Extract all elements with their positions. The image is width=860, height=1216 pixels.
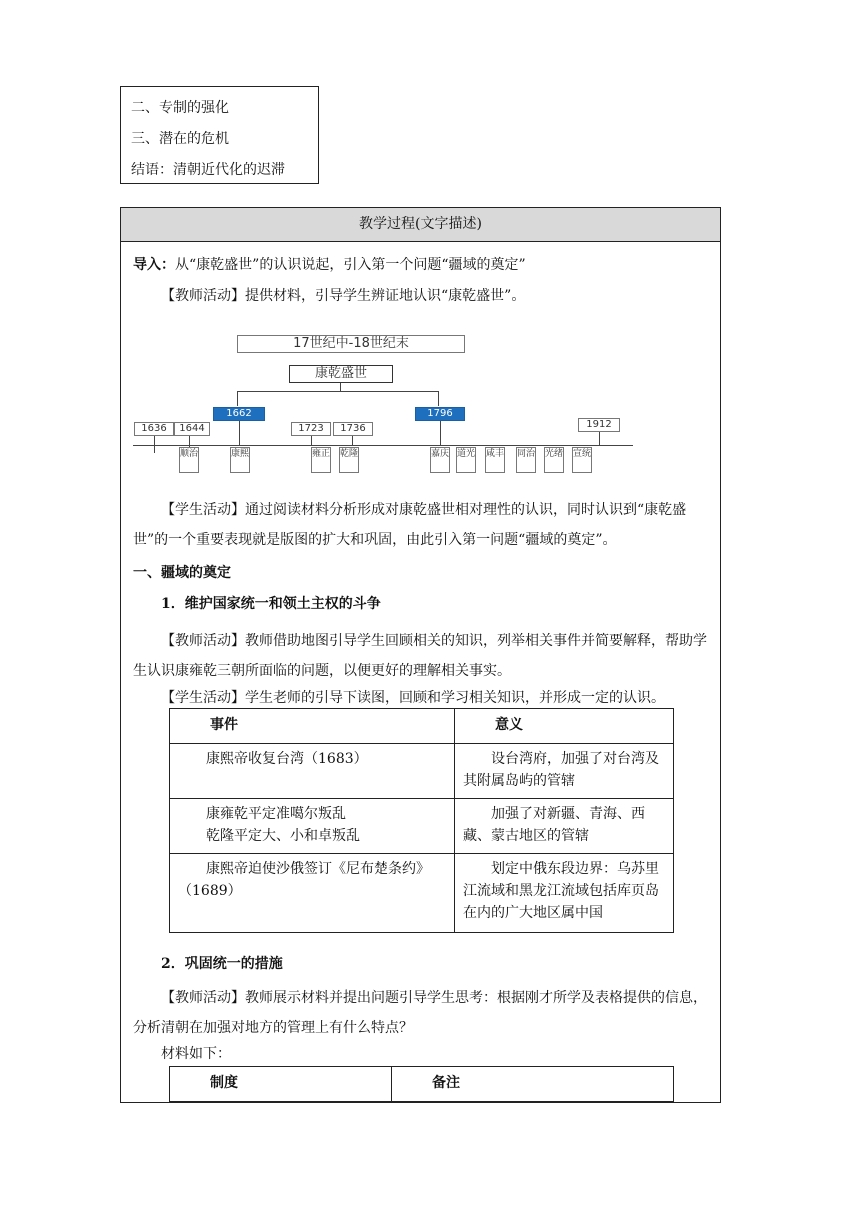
table-row <box>170 799 674 854</box>
emperor-yongzheng: 雍正 <box>311 447 331 473</box>
year-1736: 1736 <box>333 422 373 436</box>
timeline-title: 17世纪中-18世纪末 <box>237 335 465 353</box>
year-1912: 1912 <box>578 418 620 432</box>
outline-box <box>120 86 319 184</box>
year-1796: 1796 <box>415 407 465 421</box>
emperor-kangxi: 康熙 <box>230 447 250 473</box>
table-row <box>170 744 674 799</box>
sub1-title: 1．维护国家统一和领土主权的斗争 <box>161 596 381 612</box>
year-1662: 1662 <box>213 407 265 421</box>
table-header: 制度 <box>170 1067 392 1102</box>
teacher-activity-2: 【教师活动】教师借助地图引导学生回顾相关的知识，列举相关事件并简要解释，帮助学生认识康雍乾三朝所面临的问题，以便更好的理解相关事实。 <box>133 633 707 679</box>
section1-title: 一、疆域的奠定 <box>133 565 231 581</box>
bracket-stem <box>340 383 341 391</box>
emperor-qianlong: 乾隆 <box>339 447 359 473</box>
sub2-title: 2．巩固统一的措施 <box>161 956 283 972</box>
material-label: 材料如下： <box>161 1046 231 1062</box>
events-table <box>169 708 674 933</box>
event-cell: 康雍乾平定准噶尔叛乱 乾隆平定大、小和卓叛乱 <box>170 799 455 854</box>
system-table <box>169 1066 674 1102</box>
intro-paragraph <box>133 254 713 276</box>
connector <box>599 432 600 445</box>
student-activity-2: 【学生活动】学生老师的引导下读图，回顾和学习相关知识，并形成一定的认识。 <box>161 690 665 706</box>
meaning-cell: 设台湾府，加强了对台湾及其附属岛屿的管辖 <box>455 744 674 799</box>
emperor-jiaqing: 嘉庆 <box>430 447 450 473</box>
meaning-cell: 加强了对新疆、青海、西藏、蒙古地区的管辖 <box>455 799 674 854</box>
timeline-axis <box>133 445 633 446</box>
year-1644: 1644 <box>174 422 210 436</box>
table-header-row <box>170 709 674 744</box>
event-cell: 康熙帝收复台湾（1683） <box>170 744 455 799</box>
event-cell: 康熙帝迫使沙俄签订《尼布楚条约》（1689） <box>170 854 455 933</box>
table-header: 备注 <box>392 1067 674 1102</box>
emperor-xuantong: 宣统 <box>572 447 592 473</box>
intro-label: 导入： <box>133 257 175 273</box>
table-header: 意义 <box>455 709 674 744</box>
teacher-activity-3: 【教师活动】教师展示材料并提出问题引导学生思考：根据刚才所学及表格提供的信息，分析清朝在加强对地方的管理上有什么特点？ <box>133 990 707 1036</box>
outline-item: 三、潜在的危机 <box>131 131 229 147</box>
table-header: 事件 <box>170 709 455 744</box>
bracket-bar <box>237 391 439 392</box>
tick <box>352 436 353 446</box>
year-1636: 1636 <box>134 422 174 436</box>
kangqian-timeline-diagram <box>133 330 653 480</box>
bracket-left <box>237 391 238 406</box>
table-header-row <box>170 1067 674 1102</box>
bracket-right <box>438 391 439 406</box>
emperor-shunzhi: 顺治 <box>179 447 199 473</box>
tick <box>311 436 312 446</box>
connector <box>440 421 441 445</box>
emperor-daoguang: 道光 <box>456 447 476 473</box>
tick <box>154 436 155 453</box>
emperor-tongzhi: 同治 <box>516 447 536 473</box>
student-activity-1: 【学生活动】通过阅读材料分析形成对康乾盛世相对理性的认识，同时认识到“康乾盛世”的一个重要表现就是版图的扩大和巩固，由此引入第一问题“疆域的奠定”。 <box>133 502 687 548</box>
year-1723: 1723 <box>291 422 331 436</box>
outline-item: 结语：清朝近代化的迟滞 <box>131 162 285 178</box>
emperor-guangxu: 光绪 <box>544 447 564 473</box>
teaching-process-box <box>120 207 721 1103</box>
emperor-xianfeng: 咸丰 <box>485 447 505 473</box>
meaning-cell: 划定中俄东段边界：乌苏里江流域和黑龙江流域包括库页岛在内的广大地区属中国 <box>455 854 674 933</box>
teaching-process-header: 教学过程(文字描述) <box>121 208 720 242</box>
intro-text: 从“康乾盛世”的认识说起，引入第一个问题“疆域的奠定” <box>175 257 526 273</box>
teacher-activity-1: 【教师活动】提供材料，引导学生辨证地认识“康乾盛世”。 <box>161 288 526 304</box>
connector <box>239 421 240 445</box>
outline-item: 二、专制的强化 <box>131 100 229 116</box>
table-row <box>170 854 674 933</box>
timeline-subtitle: 康乾盛世 <box>289 365 393 383</box>
